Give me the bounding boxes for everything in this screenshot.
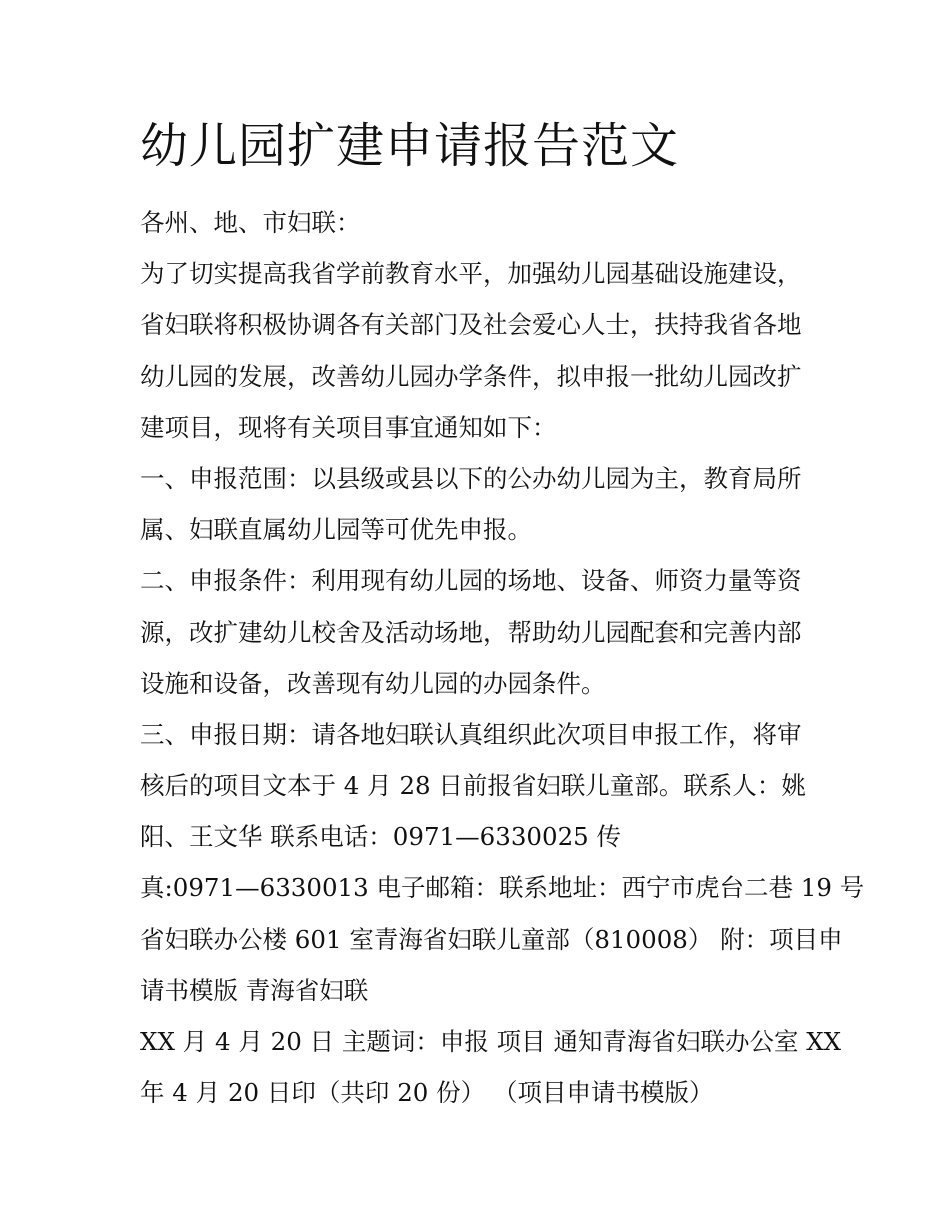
body-line: 二、申报条件：利用现有幼儿园的场地、设备、师资力量等资 [140,566,802,596]
body-line: 阳、王文华 联系电话：0971—6330025 传 [140,822,622,852]
body-line: 三、申报日期：请各地妇联认真组织此次项目申报工作，将审 [140,719,802,749]
document-title: 幼儿园扩建申请报告范文 [140,118,680,174]
body-line: 源，改扩建幼儿校舍及活动场地，帮助幼儿园配套和完善内部 [140,617,802,647]
body-line: 年 4 月 20 日印（共印 20 份） （项目申请书模版） [140,1078,714,1108]
body-line: 省妇联将积极协调各有关部门及社会爱心人士，扶持我省各地 [140,310,802,340]
body-line: 建项目，现将有关项目事宜通知如下： [140,412,557,442]
body-line: 各州、地、市妇联： [140,208,361,237]
body-line: 省妇联办公楼 601 室青海省妇联儿童部（810008） 附：项目申 [140,924,843,954]
body-line: 幼儿园的发展，改善幼儿园办学条件，拟申报一批幼儿园改扩 [140,361,802,391]
body-line: 请书模版 青海省妇联 [140,975,369,1005]
body-line: 一、申报范围：以县级或县以下的公办幼儿园为主，教育局所 [140,463,802,493]
body-line: XX 月 4 月 20 日 主题词：申报 项目 通知青海省妇联办公室 XX [140,1027,842,1056]
document-body [140,205,865,1126]
body-line: 核后的项目文本于 4 月 28 日前报省妇联儿童部。联系人：姚 [140,771,806,801]
body-line: 为了切实提高我省学前教育水平，加强幼儿园基础设施建设， [140,259,802,289]
body-line: 设施和设备，改善现有幼儿园的办园条件。 [140,668,606,698]
body-line: 属、妇联直属幼儿园等可优先申报。 [140,515,532,545]
body-line: 真:0971—6330013 电子邮箱：联系地址：西宁市虎台二巷 19 号 [140,873,865,903]
